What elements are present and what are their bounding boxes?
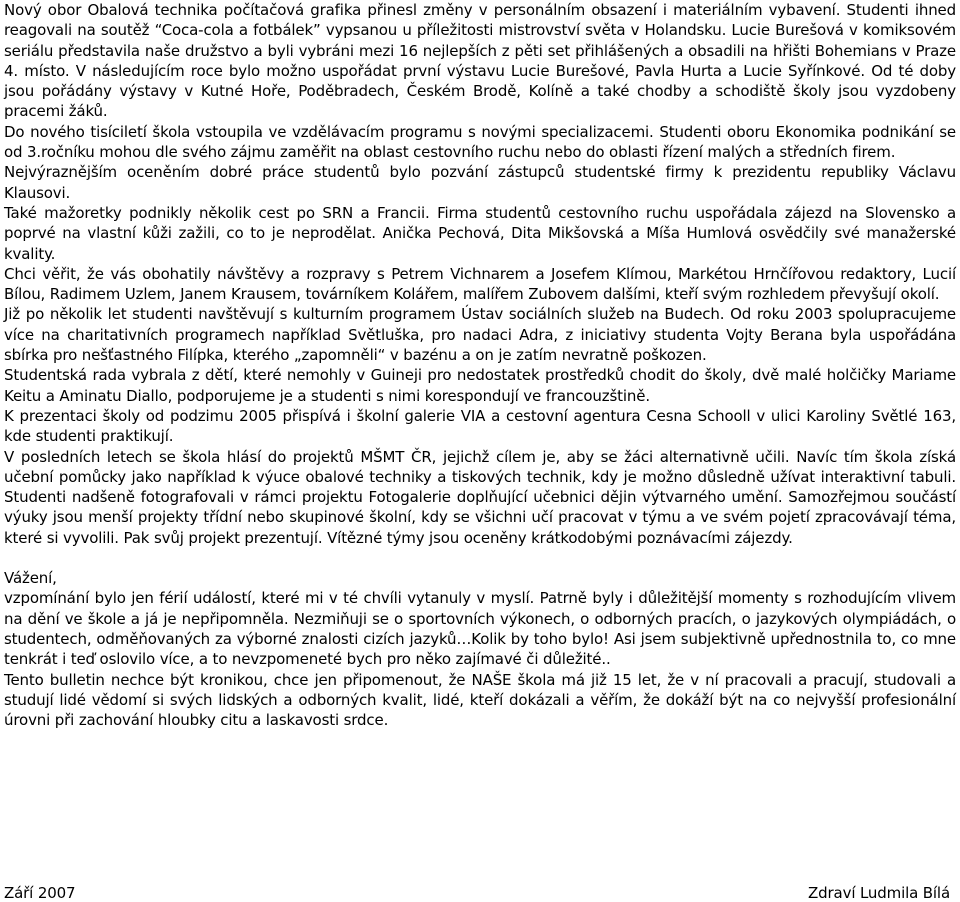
paragraph: Chci věřit, že vás obohatily návštěvy a rozpravy s Petrem Vichnarem a Josefem Klímou, Markétou Hrnčířovou redaktory, Lucií Bílou, Radimem Uzlem, Janem Krausem, továrníkem Kolářem, malířem Zubovem dalšími, kteří svým rozhledem převyšují okolí.: [4, 264, 956, 304]
paragraph: Také mažoretky podnikly několik cest po SRN a Francii. Firma studentů cestovního ruchu uspořádala zájezd na Slovensko a poprvé na vlastní kůži zažili, co to je neprodělat. Anička Pechová, Dita Mikšovská a Míša Humlová osvědčily své manažerské kvality.: [4, 203, 956, 263]
salutation: Vážení,: [4, 569, 57, 588]
paragraph: V posledních letech se škola hlásí do projektů MŠMT ČR, jejichž cílem je, aby se žáci alternativně učili. Navíc tím škola získá učební pomůcky jako například k výuce obalové techniky a tiskových technik, kdy je možno důsledně užívat interaktivní tabuli. Studenti nadšeně fotografovali v rámci projektu Fotogalerie doplňující učebnici dějin výtvarného umění. Samozřejmou součástí výuky jsou menší projekty třídní nebo skupinové školní, kdy se všichni učí pracovat v týmu a ve svém pojetí zpracovávají téma, které si vyvolili. Pak svůj projekt prezentují. Vítězné týmy jsou oceněny krátkodobými poznávacími zájezdy.: [4, 447, 956, 547]
footer: [4, 884, 950, 902]
paragraph-gap: [4, 548, 956, 568]
paragraph: Nejvýraznějším oceněním dobré práce studentů bylo pozvání zástupců studentské firmy k prezidentu republiky Václavu Klausovi.: [4, 163, 956, 202]
footer-signature: Zdraví Ludmila Bílá: [808, 884, 950, 902]
paragraph: Studentská rada vybrala z dětí, které nemohly v Guineji pro nedostatek prostředků chodit do školy, dvě malé holčičky Mariame Keitu a Aminatu Diallo, podporujeme je a studenti s nimi korespondují ve francouzštině.: [4, 366, 956, 405]
paragraph: vzpomínání bylo jen férií událostí, které mi v té chvíli vytanuly v myslí. Patrně byly i důležitější momenty s rozhodujícím vlivem na dění ve škole a já je nepřipomněla. Nezmiňuji se o sportovních výkonech, o odborných pracích, o jazykových olympiádách, o studentech, odměňovaných za výborné znalosti cizích jazyků…Kolik by toho bylo! Asi jsem subjektivně upřednostnila to, co mne tenkrát i teď oslovilo více, a to nevzpomeneté bych pro něko zajímavé či důležité..: [4, 589, 956, 669]
paragraph: Nový obor Obalová technika počítačová grafika přinesl změny v personálním obsazení i materiálním vybavení. Studenti ihned reagovali na soutěž “Coca-cola a fotbálek” vypsanou u příležitosti mistrovství světa v Holandsku. Lucie Burešová v komiksovém seriálu představila naše družstvo a byli vybráni mezi 16 nejlepších z pěti set přihlášených a obsadili na hřišti Bohemians v Praze 4. místo. V následujícím roce bylo možno uspořádat první výstavu Lucie Burešové, Pavla Hurta a Lucie Syřínkové. Od té doby jsou pořádány výstavy v Kutné Hoře, Poděbradech, Českém Brodě, Kolíně a také chodby a schodiště školy jsou vyzdobeny pracemi žáků.: [4, 1, 956, 121]
document-body: [4, 0, 956, 730]
paragraph: K prezentaci školy od podzimu 2005 přispívá i školní galerie VIA a cestovní agentura Cesna Schooll v ulici Karoliny Světlé 163, kde studenti praktikují.: [4, 406, 956, 446]
paragraph: Tento bulletin nechce být kronikou, chce jen připomenout, že NAŠE škola má již 15 let, že v ní pracovali a pracují, studovali a studují lidé vědomí si svých lidských a odborných kvalit, lidé, kteří dokázali a věřím, že dokáží být na co nejvyšší profesionální úrovni při zachování hloubky citu a laskavosti srdce.: [4, 670, 956, 730]
footer-date: Září 2007: [4, 884, 76, 902]
paragraph: Do nového tisíciletí škola vstoupila ve vzdělávacím programu s novými specializacemi. Studenti oboru Ekonomika podnikání se od 3.ročníku mohou dle svého zájmu zaměřit na oblast cestovního ruchu nebo do oblasti řízení malých a středních firem.: [4, 122, 956, 162]
paragraph: Již po několik let studenti navštěvují s kulturním programem Ústav sociálních služeb na Budech. Od roku 2003 spolupracujeme více na charitativních programech například Světluška, pro nadaci Adra, z iniciativy studenta Vojty Berana byla uspořádána sbírka pro nešťastného Filípka, kterého „zapomněli“ v bazénu a on je zatím nevratně poškozen.: [4, 305, 956, 365]
